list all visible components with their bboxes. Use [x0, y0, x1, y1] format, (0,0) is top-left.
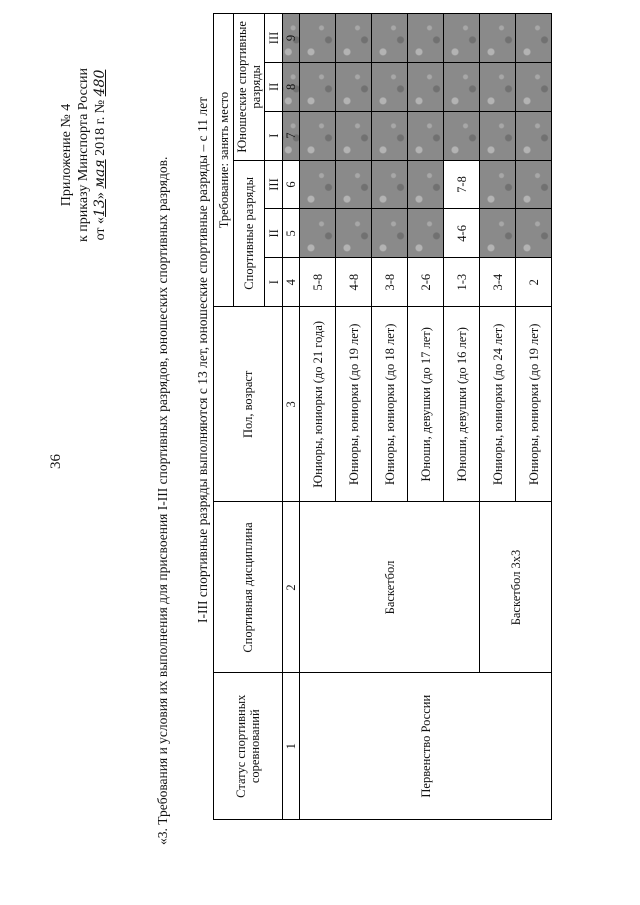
rank-cell-shaded	[480, 14, 516, 63]
rank-label: I	[265, 111, 283, 160]
rank-cell-shaded	[408, 160, 444, 209]
sex-age-cell: Юниоры, юниорки (до 19 лет)	[336, 307, 372, 502]
rank-cell-shaded	[336, 209, 372, 258]
page-number: 36	[48, 454, 64, 469]
rank-cell: 4-8	[336, 258, 372, 307]
date-mid: »	[93, 192, 108, 200]
rank-cell: 5-8	[300, 258, 336, 307]
rank-label: III	[265, 14, 283, 63]
rank-cell-shaded	[516, 111, 552, 160]
rank-cell: 2	[516, 258, 552, 307]
intro-text: «3. Требования и условия их выполнения для присвоения I-III спортивных разрядов, юношеских спортивных разрядов.	[155, 156, 170, 845]
rank-cell-shaded	[408, 209, 444, 258]
rank-cell-shaded	[408, 62, 444, 111]
discipline-cell: Баскетбол	[300, 502, 480, 673]
rank-label: III	[265, 160, 283, 209]
sex-age-cell: Юниоры, юниорки (до 19 лет)	[516, 307, 552, 502]
rank-cell-shaded	[300, 14, 336, 63]
rank-cell-shaded	[516, 209, 552, 258]
rank-cell-shaded	[372, 62, 408, 111]
column-number-row	[283, 14, 300, 820]
rank-label: I	[265, 258, 283, 307]
order-number: 480	[92, 69, 108, 97]
header-status: Статус спортивных соревнований	[214, 673, 283, 820]
rank-cell-shaded	[300, 62, 336, 111]
rank-cell-shaded	[480, 209, 516, 258]
header-sex-age: Пол, возраст	[214, 307, 283, 502]
column-number: 7	[283, 111, 300, 160]
rank-cell-shaded	[300, 209, 336, 258]
status-cell: Первенство России	[300, 673, 552, 820]
date-prefix: от «	[93, 216, 108, 241]
rank-cell-shaded	[336, 62, 372, 111]
sex-age-cell: Юноши, девушки (до 17 лет)	[408, 307, 444, 502]
rank-cell-shaded	[444, 62, 480, 111]
requirements-table	[213, 13, 552, 820]
sex-age-cell: Юниоры, юниорки (до 24 лет)	[480, 307, 516, 502]
rank-cell-shaded	[336, 111, 372, 160]
rank-cell-shaded	[336, 160, 372, 209]
rank-cell-shaded	[516, 160, 552, 209]
header-row-1	[214, 14, 234, 820]
column-number: 3	[283, 307, 300, 502]
rank-cell: 7-8	[444, 160, 480, 209]
date-year-no: 2018 г. №	[93, 99, 108, 156]
rank-cell-shaded	[480, 111, 516, 160]
rank-cell: 4-6	[444, 209, 480, 258]
sex-age-cell: Юниоры, юниорки (до 18 лет)	[372, 307, 408, 502]
column-number: 5	[283, 209, 300, 258]
column-number: 2	[283, 502, 300, 673]
sex-age-cell: Юноши, девушки (до 16 лет)	[444, 307, 480, 502]
column-number: 8	[283, 62, 300, 111]
rank-cell-shaded	[300, 160, 336, 209]
header-youth-ranks: Юношеские спортивные разряды	[234, 14, 265, 161]
rank-label: II	[265, 209, 283, 258]
column-number: 4	[283, 258, 300, 307]
header-sport-ranks: Спортивные разряды	[234, 160, 265, 307]
rank-cell: 1-3	[444, 258, 480, 307]
rank-cell-shaded	[372, 160, 408, 209]
rank-cell: 3-4	[480, 258, 516, 307]
rank-label: II	[265, 62, 283, 111]
rank-cell-shaded	[408, 14, 444, 63]
appendix-title: Приложение № 4	[59, 103, 74, 207]
sex-age-cell: Юниоры, юниорки (до 21 года)	[300, 307, 336, 502]
rank-cell-shaded	[300, 111, 336, 160]
date-day: 13	[92, 199, 108, 217]
rank-cell: 3-8	[372, 258, 408, 307]
rank-cell-shaded	[516, 62, 552, 111]
rank-cell-shaded	[336, 14, 372, 63]
rank-cell-shaded	[372, 111, 408, 160]
date-month: мая	[92, 159, 108, 189]
column-number: 1	[283, 673, 300, 820]
table-caption: I-III спортивные разряды выполняются с 13 лет, юношеские спортивные разряды – с 11 лет	[195, 97, 210, 623]
column-number: 6	[283, 160, 300, 209]
rank-cell-shaded	[444, 111, 480, 160]
rank-cell: 2-6	[408, 258, 444, 307]
appendix-order: к приказу Минспорта России	[76, 68, 91, 242]
column-number: 9	[283, 14, 300, 63]
rank-cell-shaded	[372, 209, 408, 258]
rank-cell-shaded	[408, 111, 444, 160]
rank-cell-shaded	[480, 62, 516, 111]
discipline-cell: Баскетбол 3x3	[480, 502, 552, 673]
header-requirement: Требование: занять место	[214, 14, 234, 307]
rank-cell-shaded	[516, 14, 552, 63]
rank-cell-shaded	[372, 14, 408, 63]
appendix-block	[58, 5, 109, 305]
header-discipline: Спортивная дисциплина	[214, 502, 283, 673]
appendix-date	[92, 5, 109, 305]
table-row	[300, 14, 336, 820]
rank-cell-shaded	[480, 160, 516, 209]
rank-cell-shaded	[444, 14, 480, 63]
